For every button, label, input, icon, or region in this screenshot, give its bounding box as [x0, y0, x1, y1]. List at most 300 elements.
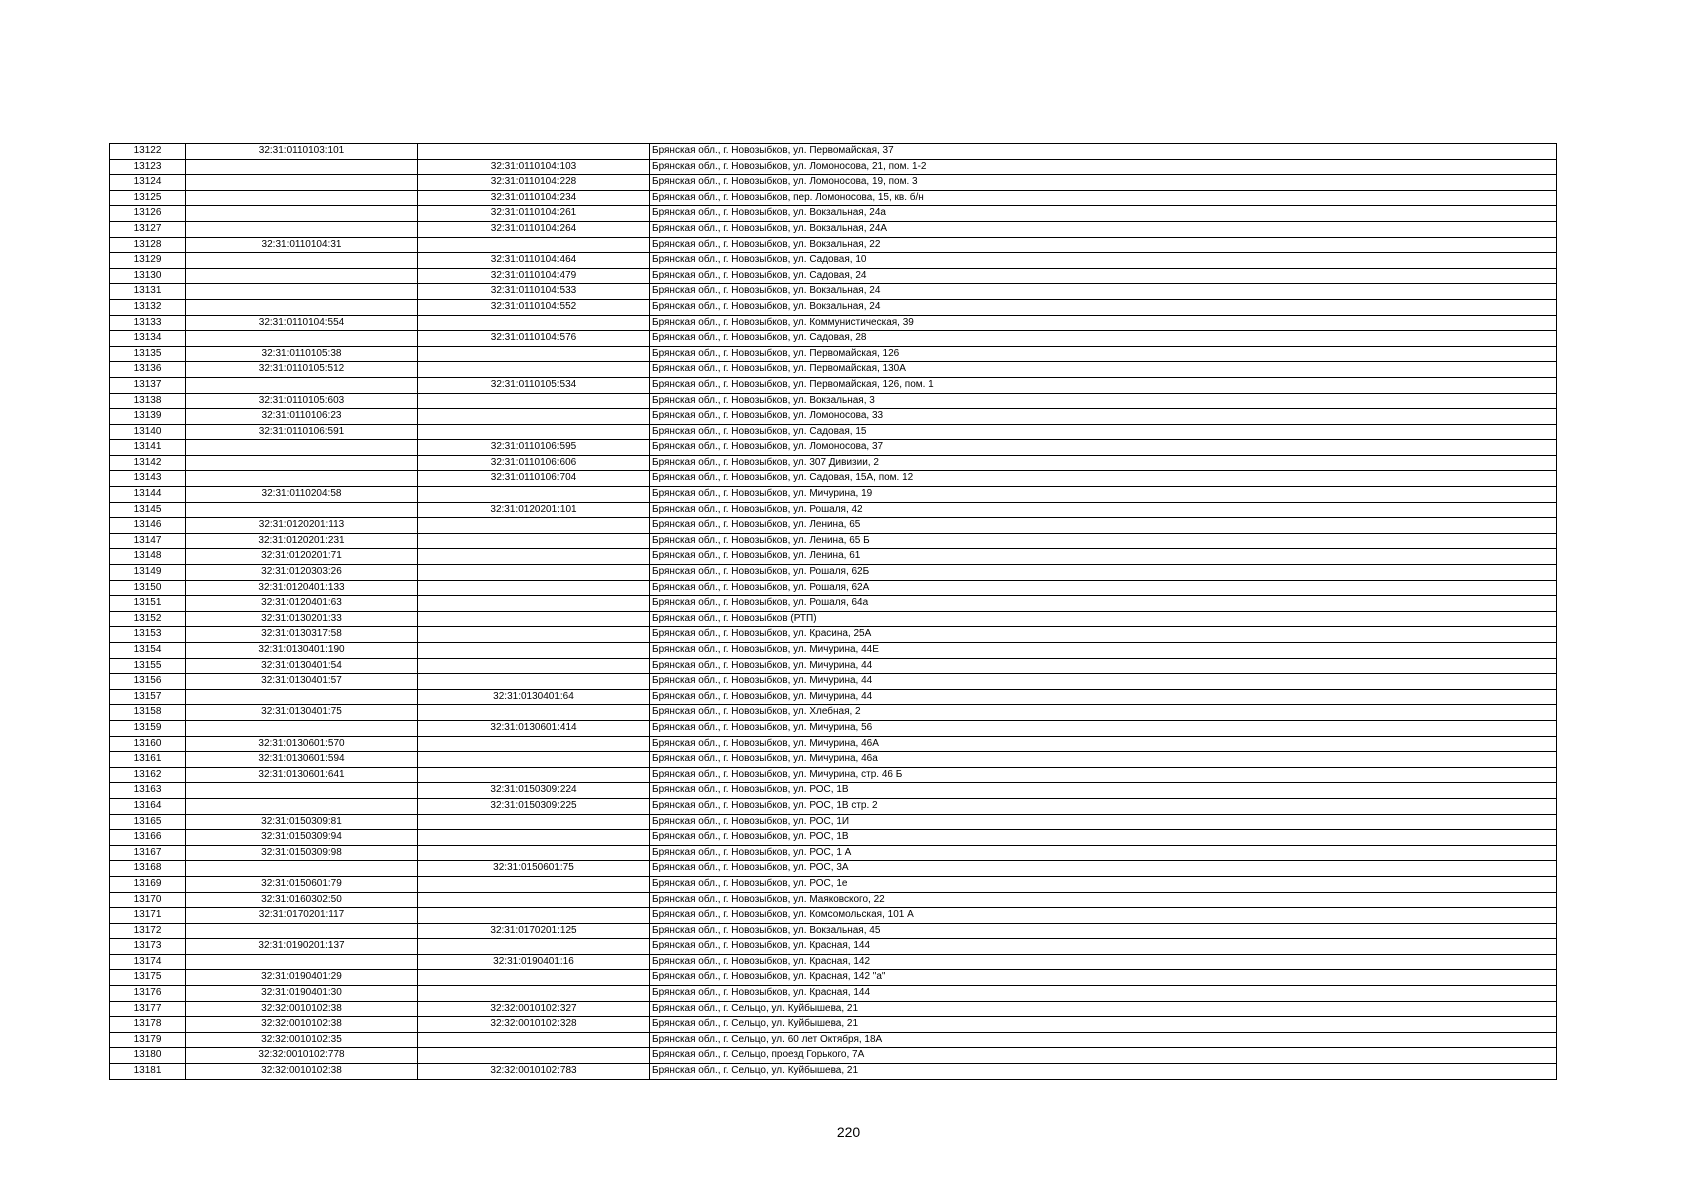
registry-sheet	[109, 143, 1557, 1080]
cadastral-number-cell: 32:31:0130317:58	[186, 627, 418, 643]
address-cell: Брянская обл., г. Новозыбков, ул. Ломоносова, 21, пом. 1-2	[650, 159, 1557, 175]
row-number-cell: 13166	[110, 830, 186, 846]
cadastral-number-cell	[186, 783, 418, 799]
address-cell: Брянская обл., г. Новозыбков, ул. Садовая, 28	[650, 331, 1557, 347]
table-row	[110, 549, 1557, 565]
table-row	[110, 409, 1557, 425]
table-row	[110, 159, 1557, 175]
address-cell: Брянская обл., г. Новозыбков, ул. Красная, 142	[650, 954, 1557, 970]
row-number-cell: 13126	[110, 206, 186, 222]
table-row	[110, 331, 1557, 347]
address-cell: Брянская обл., г. Новозыбков, ул. Красная, 142 "а"	[650, 970, 1557, 986]
address-cell: Брянская обл., г. Новозыбков, ул. Мичурина, 44Е	[650, 643, 1557, 659]
object-cadastral-number-cell	[418, 970, 650, 986]
row-number-cell: 13177	[110, 1001, 186, 1017]
cadastral-number-cell	[186, 455, 418, 471]
row-number-cell: 13125	[110, 190, 186, 206]
object-cadastral-number-cell	[418, 487, 650, 503]
address-cell: Брянская обл., г. Новозыбков, ул. Маяковского, 22	[650, 892, 1557, 908]
address-cell: Брянская обл., г. Новозыбков, ул. Красная, 144	[650, 986, 1557, 1002]
object-cadastral-number-cell	[418, 643, 650, 659]
cadastral-number-cell: 32:31:0130601:570	[186, 736, 418, 752]
cadastral-number-cell: 32:31:0130601:594	[186, 752, 418, 768]
row-number-cell: 13130	[110, 268, 186, 284]
table-row	[110, 923, 1557, 939]
cadastral-number-cell	[186, 923, 418, 939]
registry-table-body	[110, 144, 1557, 1080]
cadastral-number-cell	[186, 502, 418, 518]
address-cell: Брянская обл., г. Новозыбков, ул. Вокзальная, 24а	[650, 206, 1557, 222]
address-cell: Брянская обл., г. Новозыбков, ул. Мичурина, 46А	[650, 736, 1557, 752]
cadastral-number-cell	[186, 331, 418, 347]
cadastral-number-cell	[186, 720, 418, 736]
row-number-cell: 13123	[110, 159, 186, 175]
cadastral-number-cell: 32:31:0120303:26	[186, 565, 418, 581]
row-number-cell: 13152	[110, 611, 186, 627]
object-cadastral-number-cell	[418, 705, 650, 721]
row-number-cell: 13153	[110, 627, 186, 643]
object-cadastral-number-cell: 32:31:0130401:64	[418, 689, 650, 705]
object-cadastral-number-cell	[418, 580, 650, 596]
address-cell: Брянская обл., г. Новозыбков, ул. Садовая, 24	[650, 268, 1557, 284]
address-cell: Брянская обл., г. Новозыбков, ул. Вокзальная, 24	[650, 284, 1557, 300]
object-cadastral-number-cell: 32:31:0110104:103	[418, 159, 650, 175]
table-row	[110, 424, 1557, 440]
address-cell: Брянская обл., г. Новозыбков, ул. Мичурина, 46а	[650, 752, 1557, 768]
table-row	[110, 720, 1557, 736]
object-cadastral-number-cell	[418, 939, 650, 955]
row-number-cell: 13149	[110, 565, 186, 581]
object-cadastral-number-cell	[418, 830, 650, 846]
table-row	[110, 190, 1557, 206]
address-cell: Брянская обл., г. Новозыбков, ул. РОС, 1В стр. 2	[650, 798, 1557, 814]
table-row	[110, 144, 1557, 160]
object-cadastral-number-cell: 32:31:0150309:225	[418, 798, 650, 814]
object-cadastral-number-cell: 32:32:0010102:783	[418, 1064, 650, 1080]
row-number-cell: 13156	[110, 674, 186, 690]
address-cell: Брянская обл., г. Новозыбков, ул. Рошаля, 42	[650, 502, 1557, 518]
row-number-cell: 13175	[110, 970, 186, 986]
cadastral-number-cell: 32:31:0190201:137	[186, 939, 418, 955]
row-number-cell: 13133	[110, 315, 186, 331]
address-cell: Брянская обл., г. Новозыбков, ул. Рошаля, 62Б	[650, 565, 1557, 581]
page-number: 220	[836, 1124, 861, 1140]
cadastral-number-cell: 32:32:0010102:38	[186, 1064, 418, 1080]
row-number-cell: 13122	[110, 144, 186, 160]
table-row	[110, 533, 1557, 549]
table-row	[110, 658, 1557, 674]
row-number-cell: 13161	[110, 752, 186, 768]
object-cadastral-number-cell	[418, 565, 650, 581]
object-cadastral-number-cell: 32:31:0170201:125	[418, 923, 650, 939]
row-number-cell: 13157	[110, 689, 186, 705]
table-row	[110, 362, 1557, 378]
address-cell: Брянская обл., г. Новозыбков, ул. Садовая, 15	[650, 424, 1557, 440]
address-cell: Брянская обл., г. Новозыбков (РТП)	[650, 611, 1557, 627]
cadastral-number-cell	[186, 268, 418, 284]
row-number-cell: 13127	[110, 221, 186, 237]
cadastral-number-cell: 32:31:0120201:113	[186, 518, 418, 534]
object-cadastral-number-cell: 32:31:0110104:479	[418, 268, 650, 284]
object-cadastral-number-cell	[418, 845, 650, 861]
address-cell: Брянская обл., г. Сельцо, ул. 60 лет Октября, 18А	[650, 1032, 1557, 1048]
table-row	[110, 830, 1557, 846]
cadastral-number-cell: 32:32:0010102:35	[186, 1032, 418, 1048]
cadastral-number-cell	[186, 159, 418, 175]
object-cadastral-number-cell	[418, 424, 650, 440]
object-cadastral-number-cell: 32:32:0010102:328	[418, 1017, 650, 1033]
cadastral-number-cell: 32:31:0120401:63	[186, 596, 418, 612]
table-row	[110, 876, 1557, 892]
address-cell: Брянская обл., г. Новозыбков, ул. Мичурина, 44	[650, 674, 1557, 690]
table-row	[110, 939, 1557, 955]
object-cadastral-number-cell	[418, 814, 650, 830]
row-number-cell: 13132	[110, 299, 186, 315]
row-number-cell: 13147	[110, 533, 186, 549]
row-number-cell: 13155	[110, 658, 186, 674]
row-number-cell: 13173	[110, 939, 186, 955]
cadastral-number-cell	[186, 377, 418, 393]
row-number-cell: 13154	[110, 643, 186, 659]
cadastral-number-cell: 32:31:0110106:23	[186, 409, 418, 425]
row-number-cell: 13146	[110, 518, 186, 534]
table-row	[110, 861, 1557, 877]
cadastral-number-cell	[186, 299, 418, 315]
object-cadastral-number-cell	[418, 1048, 650, 1064]
table-row	[110, 1001, 1557, 1017]
row-number-cell: 13170	[110, 892, 186, 908]
row-number-cell: 13145	[110, 502, 186, 518]
cadastral-number-cell	[186, 954, 418, 970]
table-row	[110, 596, 1557, 612]
table-row	[110, 1048, 1557, 1064]
cadastral-number-cell: 32:31:0150601:79	[186, 876, 418, 892]
registry-table	[109, 143, 1557, 1080]
row-number-cell: 13137	[110, 377, 186, 393]
address-cell: Брянская обл., г. Новозыбков, ул. Ленина, 61	[650, 549, 1557, 565]
row-number-cell: 13174	[110, 954, 186, 970]
row-number-cell: 13141	[110, 440, 186, 456]
table-row	[110, 1064, 1557, 1080]
cadastral-number-cell	[186, 221, 418, 237]
object-cadastral-number-cell	[418, 752, 650, 768]
table-row	[110, 346, 1557, 362]
row-number-cell: 13131	[110, 284, 186, 300]
row-number-cell: 13124	[110, 175, 186, 191]
table-row	[110, 908, 1557, 924]
address-cell: Брянская обл., г. Новозыбков, ул. Первомайская, 37	[650, 144, 1557, 160]
table-row	[110, 487, 1557, 503]
address-cell: Брянская обл., г. Новозыбков, ул. Ленина, 65 Б	[650, 533, 1557, 549]
table-row	[110, 986, 1557, 1002]
object-cadastral-number-cell	[418, 658, 650, 674]
table-row	[110, 845, 1557, 861]
cadastral-number-cell: 32:31:0110106:591	[186, 424, 418, 440]
object-cadastral-number-cell	[418, 549, 650, 565]
object-cadastral-number-cell	[418, 144, 650, 160]
row-number-cell: 13172	[110, 923, 186, 939]
address-cell: Брянская обл., г. Новозыбков, ул. Красная, 144	[650, 939, 1557, 955]
cadastral-number-cell: 32:31:0150309:81	[186, 814, 418, 830]
object-cadastral-number-cell	[418, 409, 650, 425]
address-cell: Брянская обл., г. Новозыбков, ул. Вокзальная, 22	[650, 237, 1557, 253]
object-cadastral-number-cell: 32:31:0120201:101	[418, 502, 650, 518]
object-cadastral-number-cell	[418, 315, 650, 331]
cadastral-number-cell	[186, 471, 418, 487]
object-cadastral-number-cell: 32:31:0150601:75	[418, 861, 650, 877]
table-row	[110, 440, 1557, 456]
row-number-cell: 13168	[110, 861, 186, 877]
table-row	[110, 970, 1557, 986]
cadastral-number-cell: 32:31:0130401:75	[186, 705, 418, 721]
object-cadastral-number-cell: 32:32:0010102:327	[418, 1001, 650, 1017]
cadastral-number-cell	[186, 689, 418, 705]
row-number-cell: 13164	[110, 798, 186, 814]
object-cadastral-number-cell	[418, 237, 650, 253]
table-row	[110, 502, 1557, 518]
row-number-cell: 13180	[110, 1048, 186, 1064]
table-row	[110, 611, 1557, 627]
address-cell: Брянская обл., г. Новозыбков, ул. Вокзальная, 3	[650, 393, 1557, 409]
address-cell: Брянская обл., г. Новозыбков, ул. Комсомольская, 101 А	[650, 908, 1557, 924]
address-cell: Брянская обл., г. Новозыбков, ул. Ломоносова, 33	[650, 409, 1557, 425]
cadastral-number-cell: 32:31:0190401:30	[186, 986, 418, 1002]
object-cadastral-number-cell	[418, 611, 650, 627]
cadastral-number-cell: 32:31:0130401:190	[186, 643, 418, 659]
address-cell: Брянская обл., г. Новозыбков, ул. Мичурина, 56	[650, 720, 1557, 736]
object-cadastral-number-cell	[418, 736, 650, 752]
object-cadastral-number-cell: 32:31:0110104:464	[418, 253, 650, 269]
table-row	[110, 783, 1557, 799]
table-row	[110, 705, 1557, 721]
table-row	[110, 954, 1557, 970]
cadastral-number-cell	[186, 798, 418, 814]
cadastral-number-cell: 32:32:0010102:38	[186, 1017, 418, 1033]
table-row	[110, 206, 1557, 222]
address-cell: Брянская обл., г. Новозыбков, ул. РОС, 3А	[650, 861, 1557, 877]
object-cadastral-number-cell: 32:31:0110104:552	[418, 299, 650, 315]
table-row	[110, 643, 1557, 659]
row-number-cell: 13159	[110, 720, 186, 736]
address-cell: Брянская обл., г. Новозыбков, ул. Хлебная, 2	[650, 705, 1557, 721]
address-cell: Брянская обл., г. Новозыбков, ул. Ломоносова, 37	[650, 440, 1557, 456]
object-cadastral-number-cell: 32:31:0110104:261	[418, 206, 650, 222]
object-cadastral-number-cell: 32:31:0110104:264	[418, 221, 650, 237]
cadastral-number-cell: 32:31:0120201:71	[186, 549, 418, 565]
table-row	[110, 752, 1557, 768]
cadastral-number-cell	[186, 206, 418, 222]
cadastral-number-cell	[186, 861, 418, 877]
cadastral-number-cell: 32:31:0130601:641	[186, 767, 418, 783]
table-row	[110, 299, 1557, 315]
address-cell: Брянская обл., г. Новозыбков, ул. Ломоносова, 19, пом. 3	[650, 175, 1557, 191]
cadastral-number-cell	[186, 253, 418, 269]
object-cadastral-number-cell	[418, 876, 650, 892]
object-cadastral-number-cell: 32:31:0110105:534	[418, 377, 650, 393]
row-number-cell: 13139	[110, 409, 186, 425]
object-cadastral-number-cell: 32:31:0110104:576	[418, 331, 650, 347]
cadastral-number-cell: 32:31:0170201:117	[186, 908, 418, 924]
cadastral-number-cell: 32:31:0120201:231	[186, 533, 418, 549]
table-row	[110, 1032, 1557, 1048]
address-cell: Брянская обл., г. Новозыбков, ул. Вокзальная, 45	[650, 923, 1557, 939]
table-row	[110, 892, 1557, 908]
table-row	[110, 393, 1557, 409]
row-number-cell: 13148	[110, 549, 186, 565]
address-cell: Брянская обл., г. Новозыбков, ул. Вокзальная, 24А	[650, 221, 1557, 237]
row-number-cell: 13163	[110, 783, 186, 799]
row-number-cell: 13138	[110, 393, 186, 409]
table-row	[110, 674, 1557, 690]
object-cadastral-number-cell: 32:31:0130601:414	[418, 720, 650, 736]
cadastral-number-cell: 32:31:0150309:94	[186, 830, 418, 846]
table-row	[110, 736, 1557, 752]
table-row	[110, 315, 1557, 331]
address-cell: Брянская обл., г. Сельцо, ул. Куйбышева, 21	[650, 1017, 1557, 1033]
row-number-cell: 13165	[110, 814, 186, 830]
address-cell: Брянская обл., г. Новозыбков, ул. Садовая, 15А, пом. 12	[650, 471, 1557, 487]
address-cell: Брянская обл., г. Новозыбков, ул. Мичурина, 44	[650, 689, 1557, 705]
cadastral-number-cell: 32:31:0110104:31	[186, 237, 418, 253]
object-cadastral-number-cell	[418, 674, 650, 690]
object-cadastral-number-cell: 32:31:0150309:224	[418, 783, 650, 799]
cadastral-number-cell: 32:31:0110105:512	[186, 362, 418, 378]
address-cell: Брянская обл., г. Сельцо, ул. Куйбышева, 21	[650, 1064, 1557, 1080]
address-cell: Брянская обл., г. Новозыбков, ул. РОС, 1И	[650, 814, 1557, 830]
row-number-cell: 13129	[110, 253, 186, 269]
table-row	[110, 798, 1557, 814]
cadastral-number-cell: 32:31:0160302:50	[186, 892, 418, 908]
cadastral-number-cell: 32:31:0150309:98	[186, 845, 418, 861]
address-cell: Брянская обл., г. Новозыбков, ул. РОС, 1е	[650, 876, 1557, 892]
row-number-cell: 13176	[110, 986, 186, 1002]
address-cell: Брянская обл., г. Новозыбков, ул. Коммунистическая, 39	[650, 315, 1557, 331]
object-cadastral-number-cell	[418, 518, 650, 534]
cadastral-number-cell: 32:31:0110204:58	[186, 487, 418, 503]
table-row	[110, 268, 1557, 284]
table-row	[110, 221, 1557, 237]
table-row	[110, 175, 1557, 191]
cadastral-number-cell: 32:31:0130201:33	[186, 611, 418, 627]
address-cell: Брянская обл., г. Новозыбков, пер. Ломоносова, 15, кв. б/н	[650, 190, 1557, 206]
row-number-cell: 13142	[110, 455, 186, 471]
cadastral-number-cell: 32:31:0110105:603	[186, 393, 418, 409]
row-number-cell: 13134	[110, 331, 186, 347]
object-cadastral-number-cell	[418, 393, 650, 409]
row-number-cell: 13143	[110, 471, 186, 487]
table-row	[110, 518, 1557, 534]
table-row	[110, 689, 1557, 705]
cadastral-number-cell: 32:31:0110103:101	[186, 144, 418, 160]
object-cadastral-number-cell: 32:31:0110106:606	[418, 455, 650, 471]
row-number-cell: 13179	[110, 1032, 186, 1048]
object-cadastral-number-cell: 32:31:0110106:595	[418, 440, 650, 456]
row-number-cell: 13167	[110, 845, 186, 861]
table-row	[110, 455, 1557, 471]
row-number-cell: 13181	[110, 1064, 186, 1080]
cadastral-number-cell: 32:32:0010102:38	[186, 1001, 418, 1017]
object-cadastral-number-cell: 32:31:0110104:228	[418, 175, 650, 191]
object-cadastral-number-cell	[418, 908, 650, 924]
address-cell: Брянская обл., г. Новозыбков, ул. Мичурина, стр. 46 Б	[650, 767, 1557, 783]
table-row	[110, 1017, 1557, 1033]
address-cell: Брянская обл., г. Новозыбков, ул. Рошаля, 64а	[650, 596, 1557, 612]
address-cell: Брянская обл., г. Сельцо, проезд Горького, 7А	[650, 1048, 1557, 1064]
address-cell: Брянская обл., г. Новозыбков, ул. Ленина, 65	[650, 518, 1557, 534]
object-cadastral-number-cell: 32:31:0190401:16	[418, 954, 650, 970]
object-cadastral-number-cell: 32:31:0110106:704	[418, 471, 650, 487]
address-cell: Брянская обл., г. Сельцо, ул. Куйбышева, 21	[650, 1001, 1557, 1017]
cadastral-number-cell: 32:31:0110104:554	[186, 315, 418, 331]
object-cadastral-number-cell	[418, 627, 650, 643]
address-cell: Брянская обл., г. Новозыбков, ул. Красина, 25А	[650, 627, 1557, 643]
address-cell: Брянская обл., г. Новозыбков, ул. Первомайская, 130А	[650, 362, 1557, 378]
address-cell: Брянская обл., г. Новозыбков, ул. Рошаля, 62А	[650, 580, 1557, 596]
address-cell: Брянская обл., г. Новозыбков, ул. Первомайская, 126, пом. 1	[650, 377, 1557, 393]
address-cell: Брянская обл., г. Новозыбков, ул. Садовая, 10	[650, 253, 1557, 269]
address-cell: Брянская обл., г. Новозыбков, ул. Вокзальная, 24	[650, 299, 1557, 315]
table-row	[110, 580, 1557, 596]
object-cadastral-number-cell	[418, 362, 650, 378]
cadastral-number-cell	[186, 284, 418, 300]
cadastral-number-cell: 32:31:0130401:54	[186, 658, 418, 674]
row-number-cell: 13178	[110, 1017, 186, 1033]
object-cadastral-number-cell	[418, 1032, 650, 1048]
address-cell: Брянская обл., г. Новозыбков, ул. 307 Дивизии, 2	[650, 455, 1557, 471]
object-cadastral-number-cell	[418, 892, 650, 908]
row-number-cell: 13160	[110, 736, 186, 752]
table-row	[110, 284, 1557, 300]
table-row	[110, 565, 1557, 581]
address-cell: Брянская обл., г. Новозыбков, ул. Первомайская, 126	[650, 346, 1557, 362]
address-cell: Брянская обл., г. Новозыбков, ул. РОС, 1В	[650, 830, 1557, 846]
cadastral-number-cell: 32:31:0120401:133	[186, 580, 418, 596]
row-number-cell: 13128	[110, 237, 186, 253]
address-cell: Брянская обл., г. Новозыбков, ул. РОС, 1 А	[650, 845, 1557, 861]
row-number-cell: 13135	[110, 346, 186, 362]
cadastral-number-cell: 32:31:0110105:38	[186, 346, 418, 362]
object-cadastral-number-cell	[418, 767, 650, 783]
row-number-cell: 13150	[110, 580, 186, 596]
row-number-cell: 13140	[110, 424, 186, 440]
table-row	[110, 377, 1557, 393]
cadastral-number-cell	[186, 440, 418, 456]
object-cadastral-number-cell	[418, 596, 650, 612]
cadastral-number-cell: 32:31:0130401:57	[186, 674, 418, 690]
object-cadastral-number-cell	[418, 533, 650, 549]
row-number-cell: 13151	[110, 596, 186, 612]
row-number-cell: 13158	[110, 705, 186, 721]
cadastral-number-cell	[186, 190, 418, 206]
cadastral-number-cell: 32:31:0190401:29	[186, 970, 418, 986]
address-cell: Брянская обл., г. Новозыбков, ул. Мичурина, 44	[650, 658, 1557, 674]
object-cadastral-number-cell	[418, 346, 650, 362]
object-cadastral-number-cell: 32:31:0110104:234	[418, 190, 650, 206]
object-cadastral-number-cell: 32:31:0110104:533	[418, 284, 650, 300]
table-row	[110, 237, 1557, 253]
object-cadastral-number-cell	[418, 986, 650, 1002]
table-row	[110, 471, 1557, 487]
row-number-cell: 13171	[110, 908, 186, 924]
table-row	[110, 627, 1557, 643]
table-row	[110, 767, 1557, 783]
cadastral-number-cell: 32:32:0010102:778	[186, 1048, 418, 1064]
row-number-cell: 13144	[110, 487, 186, 503]
row-number-cell: 13162	[110, 767, 186, 783]
row-number-cell: 13169	[110, 876, 186, 892]
address-cell: Брянская обл., г. Новозыбков, ул. РОС, 1В	[650, 783, 1557, 799]
address-cell: Брянская обл., г. Новозыбков, ул. Мичурина, 19	[650, 487, 1557, 503]
